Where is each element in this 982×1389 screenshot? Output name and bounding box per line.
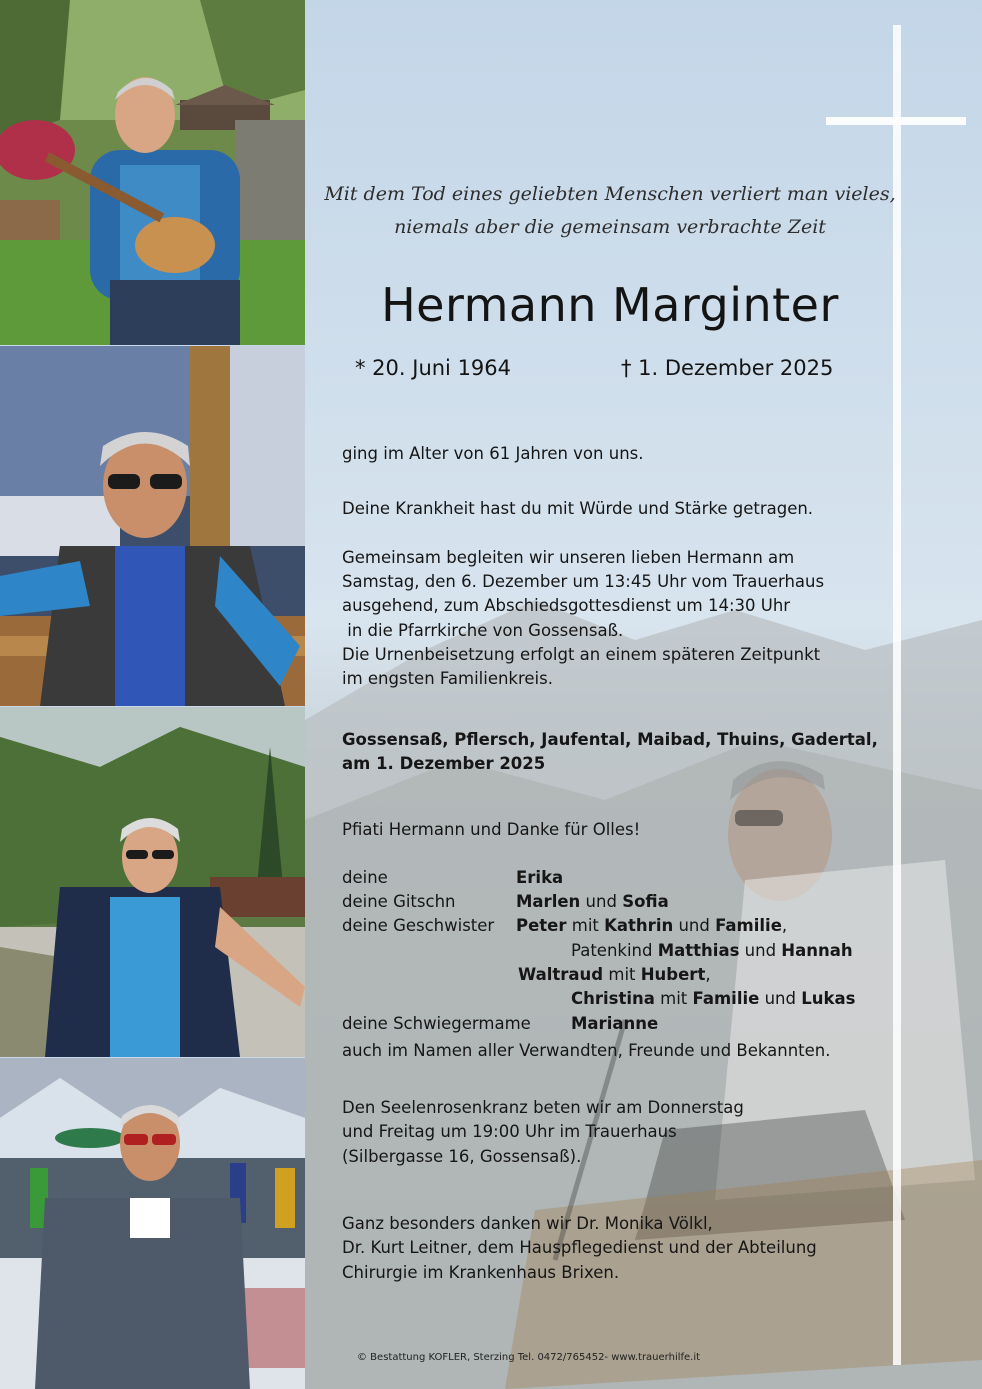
family-member-name: Hannah <box>781 941 853 960</box>
family-members <box>516 892 669 911</box>
family-member-name: Lukas <box>801 989 856 1008</box>
age-line: ging im Alter von 61 Jahren von uns. <box>342 444 644 463</box>
family-connector: und <box>673 916 716 935</box>
ceremony-line: in die Pfarrkirche von Gossensaß. <box>342 621 624 640</box>
date-line: am 1. Dezember 2025 <box>342 754 546 773</box>
family-member-name: Sofia <box>622 892 669 911</box>
ceremony-line: im engsten Familienkreis. <box>342 669 553 688</box>
family-members <box>516 868 563 887</box>
family-connector: und <box>759 989 802 1008</box>
family-connector: und <box>580 892 623 911</box>
places-line: Gossensaß, Pflersch, Jaufental, Maibad, Thuins, Gadertal, <box>342 730 878 749</box>
photo-sunglasses-vest <box>0 346 305 706</box>
background-mountain-photo <box>305 0 982 1389</box>
family-member-name: Peter <box>516 916 567 935</box>
family-member-name: Familie <box>715 916 782 935</box>
family-members <box>571 941 853 960</box>
family-role-label: deine Geschwister <box>342 916 495 935</box>
rosary-line: Den Seelenrosenkranz beten wir am Donnerstag <box>342 1098 744 1117</box>
ceremony-line: Gemeinsam begleiten wir unseren lieben Hermann am <box>342 548 795 567</box>
family-connector: , <box>705 965 711 984</box>
death-date: † 1. Dezember 2025 <box>621 356 834 380</box>
family-connector: mit <box>654 989 693 1008</box>
funeral-home-credit: © Bestattung KOFLER, Sterzing Tel. 0472/765452- www.trauerhilfe.it <box>357 1352 701 1363</box>
ceremony-line: Die Urnenbeisetzung erfolgt an einem späteren Zeitpunkt <box>342 645 821 664</box>
family-members <box>571 989 855 1008</box>
photo-column <box>0 0 305 1389</box>
ceremony-line: ausgehend, zum Abschiedsgottesdienst um 14:30 Uhr <box>342 596 791 615</box>
thanks-line: Ganz besonders danken wir Dr. Monika Völkl, <box>342 1214 713 1233</box>
family-member-name: Waltraud <box>518 965 604 984</box>
family-members <box>518 965 711 984</box>
family-connector: mit <box>566 916 605 935</box>
quote-line-2: niemals aber die gemeinsam verbrachte Zeit <box>394 216 826 238</box>
photo-mountain-valley <box>0 707 305 1057</box>
family-connector: und <box>739 941 782 960</box>
family-connector: Patenkind <box>571 941 658 960</box>
family-role-label: deine <box>342 868 388 887</box>
family-role-label: deine Schwiegermame <box>342 1014 531 1033</box>
family-connector: , <box>781 916 788 935</box>
family-member-name: Christina <box>571 989 655 1008</box>
memorial-cross-horizontal <box>826 117 966 125</box>
photo-ukulele-garden <box>0 0 305 345</box>
quote-line-1: Mit dem Tod eines geliebten Menschen verliert man vieles, <box>324 183 896 205</box>
obituary-panel <box>305 0 982 1389</box>
family-connector: mit <box>603 965 641 984</box>
thanks-line: Chirurgie im Krankenhaus Brixen. <box>342 1263 620 1282</box>
illness-line: Deine Krankheit hast du mit Würde und Stärke getragen. <box>342 499 814 518</box>
family-role-label: deine Gitschn <box>342 892 456 911</box>
ceremony-line: Samstag, den 6. Dezember um 13:45 Uhr vom Trauerhaus <box>342 572 825 591</box>
deceased-name: Hermann Marginter <box>381 278 839 332</box>
family-member-name: Marlen <box>516 892 581 911</box>
family-member-name: Marianne <box>571 1014 659 1033</box>
family-members <box>571 1014 658 1033</box>
farewell-line: Pfiati Hermann und Danke für Olles! <box>342 820 641 839</box>
rosary-line: (Silbergasse 16, Gossensaß). <box>342 1147 582 1166</box>
family-member-name: Kathrin <box>604 916 674 935</box>
birth-date: * 20. Juni 1964 <box>355 356 512 380</box>
photo-ski-area <box>0 1058 305 1389</box>
family-member-name: Hubert <box>640 965 706 984</box>
family-members <box>516 916 787 935</box>
rosary-line: und Freitag um 19:00 Uhr im Trauerhaus <box>342 1122 677 1141</box>
family-member-name: Familie <box>692 989 760 1008</box>
thanks-line: Dr. Kurt Leitner, dem Hauspflegedienst und der Abteilung <box>342 1238 817 1257</box>
family-member-name: Matthias <box>657 941 740 960</box>
family-closing-line: auch im Namen aller Verwandten, Freunde und Bekannten. <box>342 1041 831 1060</box>
family-member-name: Erika <box>516 868 564 887</box>
